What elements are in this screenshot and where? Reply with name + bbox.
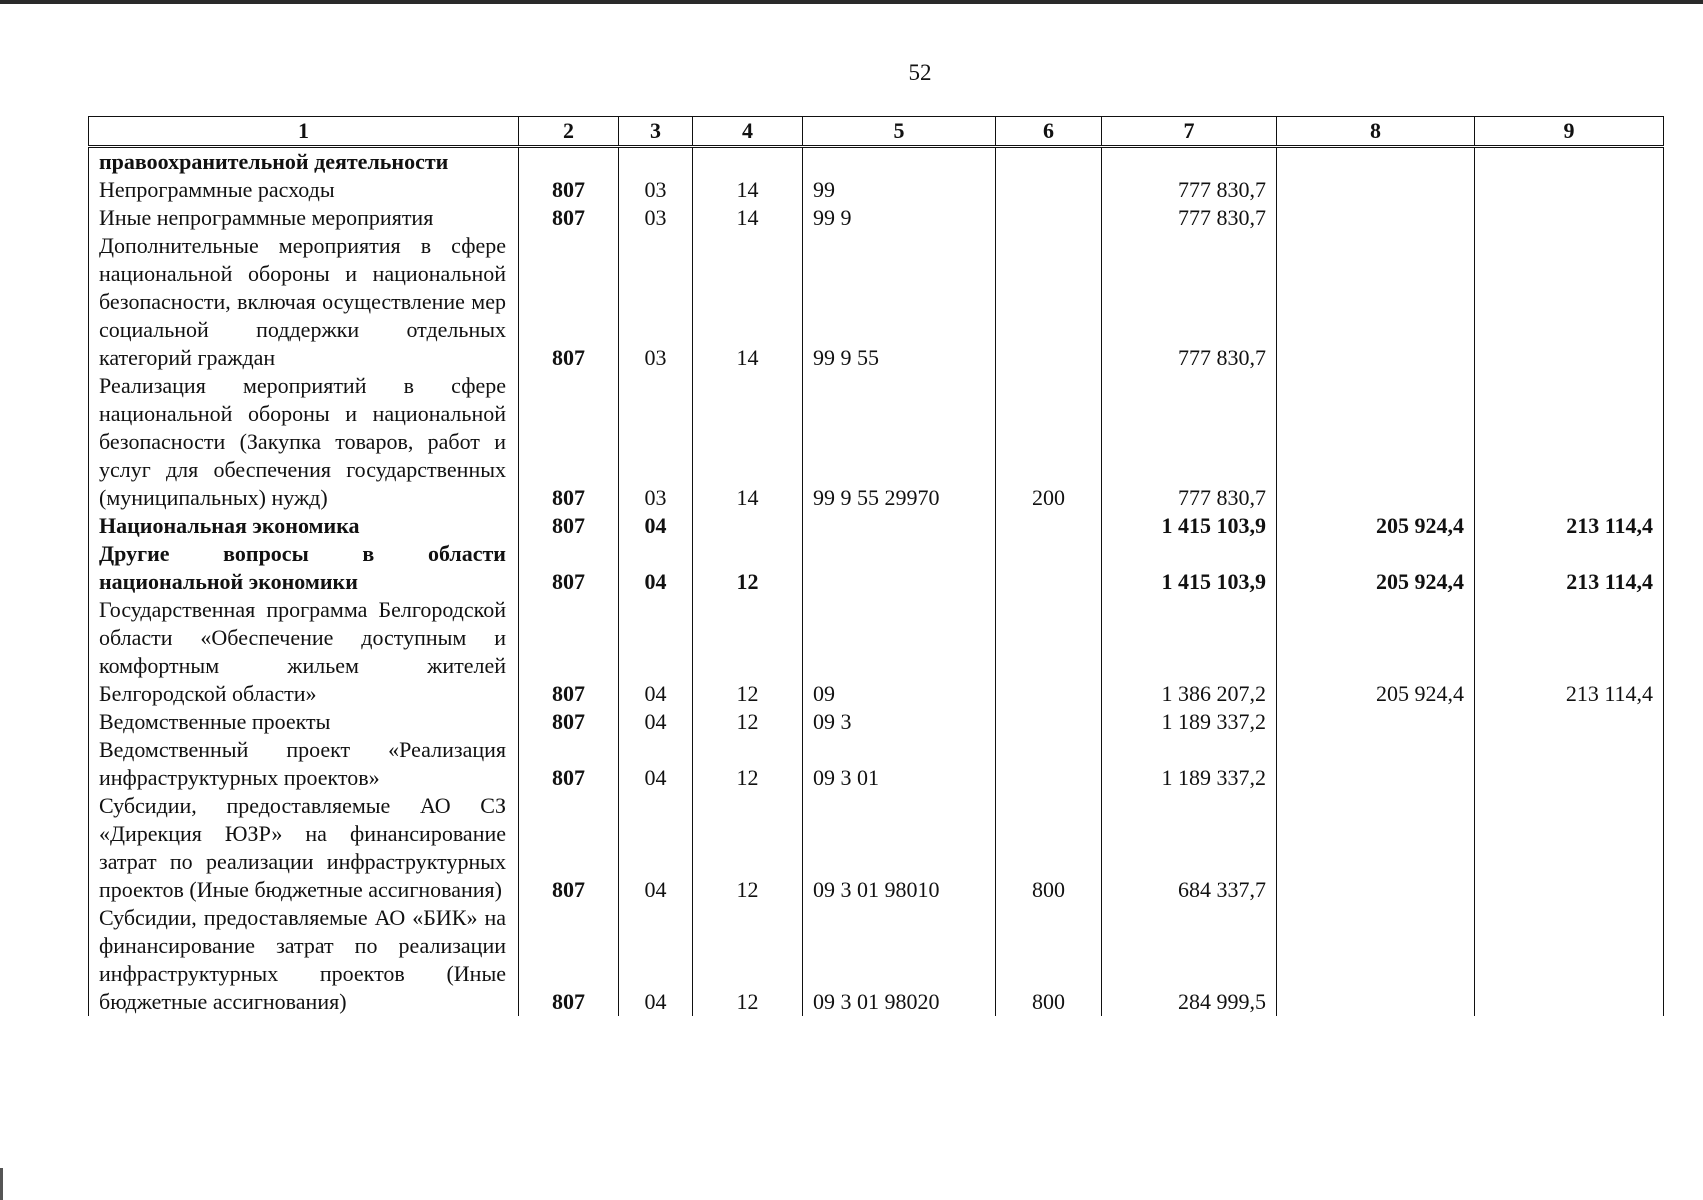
cell-col2: 807 bbox=[519, 596, 619, 708]
cell-col6 bbox=[996, 204, 1102, 232]
cell-col3: 04 bbox=[619, 904, 693, 1016]
cell-col6: 800 bbox=[996, 904, 1102, 1016]
cell-col9: 213 114,4 bbox=[1475, 596, 1664, 708]
row-name: Дополнительные мероприятия в сфере национальной обороны и национальной безопасности, включая осуществление мер социальной поддержки отдельных категорий граждан bbox=[89, 232, 519, 372]
cell-col9 bbox=[1475, 904, 1664, 1016]
cell-col6: 200 bbox=[996, 372, 1102, 512]
cell-col7: 777 830,7 bbox=[1102, 372, 1277, 512]
table-header-row bbox=[89, 117, 1664, 147]
cell-col5: 99 9 55 bbox=[803, 232, 996, 372]
cell-col3: 04 bbox=[619, 540, 693, 596]
header-col-9: 9 bbox=[1475, 117, 1664, 147]
cell-col5: 99 bbox=[803, 176, 996, 204]
table-body bbox=[89, 147, 1664, 1017]
cell-col6 bbox=[996, 232, 1102, 372]
cell-col7: 284 999,5 bbox=[1102, 904, 1277, 1016]
cell-col2: 807 bbox=[519, 540, 619, 596]
cell-col9 bbox=[1475, 736, 1664, 792]
cell-col3: 03 bbox=[619, 204, 693, 232]
cell-col3: 04 bbox=[619, 736, 693, 792]
cell-col9 bbox=[1475, 708, 1664, 736]
row-name: правоохранительной деятельности bbox=[89, 147, 519, 177]
cell-col2: 807 bbox=[519, 736, 619, 792]
header-col-7: 7 bbox=[1102, 117, 1277, 147]
row-name: Ведомственный проект «Реализация инфраструктурных проектов» bbox=[89, 736, 519, 792]
cell-col7: 1 415 103,9 bbox=[1102, 512, 1277, 540]
row-name: Субсидии, предоставляемые АО «БИК» на финансирование затрат по реализации инфраструктурных проектов (Иные бюджетные ассигнования) bbox=[89, 904, 519, 1016]
cell-col7: 1 386 207,2 bbox=[1102, 596, 1277, 708]
cell-col4: 14 bbox=[693, 204, 803, 232]
cell-col9 bbox=[1475, 204, 1664, 232]
cell-col5: 99 9 bbox=[803, 204, 996, 232]
cell-col7: 777 830,7 bbox=[1102, 232, 1277, 372]
table-row bbox=[89, 904, 1664, 1016]
cell-col5 bbox=[803, 540, 996, 596]
cell-col2: 807 bbox=[519, 372, 619, 512]
table-row bbox=[89, 147, 1664, 177]
header-col-4: 4 bbox=[693, 117, 803, 147]
cell-col4: 14 bbox=[693, 372, 803, 512]
table-row bbox=[89, 596, 1664, 708]
header-col-3: 3 bbox=[619, 117, 693, 147]
table-row bbox=[89, 232, 1664, 372]
cell-col5: 09 3 01 bbox=[803, 736, 996, 792]
cell-col9 bbox=[1475, 792, 1664, 904]
cell-col6 bbox=[996, 512, 1102, 540]
cell-col3: 03 bbox=[619, 372, 693, 512]
cell-col9: 213 114,4 bbox=[1475, 512, 1664, 540]
cell-col9: 213 114,4 bbox=[1475, 540, 1664, 596]
cell-col4: 14 bbox=[693, 232, 803, 372]
cell-col8 bbox=[1277, 176, 1475, 204]
cell-col4: 12 bbox=[693, 736, 803, 792]
cell-col6 bbox=[996, 708, 1102, 736]
cell-col5 bbox=[803, 512, 996, 540]
row-name: Субсидии, предоставляемые АО СЗ «Дирекция ЮЗР» на финансирование затрат по реализации инфраструктурных проектов (Иные бюджетные ассигнования) bbox=[89, 792, 519, 904]
cell-col4: 12 bbox=[693, 904, 803, 1016]
cell-col7: 1 415 103,9 bbox=[1102, 540, 1277, 596]
cell-col5: 09 3 bbox=[803, 708, 996, 736]
cell-col2: 807 bbox=[519, 708, 619, 736]
cell-col8: 205 924,4 bbox=[1277, 596, 1475, 708]
cell-col7: 684 337,7 bbox=[1102, 792, 1277, 904]
table-row bbox=[89, 512, 1664, 540]
header-col-5: 5 bbox=[803, 117, 996, 147]
cell-col8 bbox=[1277, 708, 1475, 736]
cell-col3: 04 bbox=[619, 708, 693, 736]
cell-col3: 04 bbox=[619, 792, 693, 904]
cell-col2: 807 bbox=[519, 792, 619, 904]
cell-col8: 205 924,4 bbox=[1277, 540, 1475, 596]
row-name: Непрограммные расходы bbox=[89, 176, 519, 204]
cell-col8 bbox=[1277, 792, 1475, 904]
header-col-2: 2 bbox=[519, 117, 619, 147]
cell-col9 bbox=[1475, 147, 1664, 177]
cell-col2: 807 bbox=[519, 204, 619, 232]
cell-col8 bbox=[1277, 232, 1475, 372]
row-name: Государственная программа Белгородской области «Обеспечение доступным и комфортным жильем жителей Белгородской области» bbox=[89, 596, 519, 708]
cell-col7: 1 189 337,2 bbox=[1102, 736, 1277, 792]
cell-col4: 12 bbox=[693, 596, 803, 708]
cell-col9 bbox=[1475, 176, 1664, 204]
table-row bbox=[89, 204, 1664, 232]
cell-col7: 1 189 337,2 bbox=[1102, 708, 1277, 736]
cell-col5: 09 3 01 98010 bbox=[803, 792, 996, 904]
cell-col6 bbox=[996, 596, 1102, 708]
scan-edge-left bbox=[0, 1168, 3, 1200]
table-row bbox=[89, 708, 1664, 736]
table-row bbox=[89, 792, 1664, 904]
header-col-1: 1 bbox=[89, 117, 519, 147]
header-col-6: 6 bbox=[996, 117, 1102, 147]
cell-col8 bbox=[1277, 147, 1475, 177]
cell-col8 bbox=[1277, 204, 1475, 232]
budget-table bbox=[88, 116, 1664, 1016]
row-name: Национальная экономика bbox=[89, 512, 519, 540]
header-col-8: 8 bbox=[1277, 117, 1475, 147]
cell-col8: 205 924,4 bbox=[1277, 512, 1475, 540]
cell-col7: 777 830,7 bbox=[1102, 204, 1277, 232]
cell-col9 bbox=[1475, 232, 1664, 372]
cell-col2: 807 bbox=[519, 176, 619, 204]
cell-col8 bbox=[1277, 904, 1475, 1016]
cell-col8 bbox=[1277, 372, 1475, 512]
cell-col7 bbox=[1102, 147, 1277, 177]
cell-col4: 14 bbox=[693, 176, 803, 204]
cell-col5: 09 3 01 98020 bbox=[803, 904, 996, 1016]
cell-col4: 12 bbox=[693, 792, 803, 904]
cell-col6 bbox=[996, 540, 1102, 596]
cell-col8 bbox=[1277, 736, 1475, 792]
cell-col3: 04 bbox=[619, 512, 693, 540]
cell-col4: 12 bbox=[693, 708, 803, 736]
cell-col7: 777 830,7 bbox=[1102, 176, 1277, 204]
scan-edge-top bbox=[0, 0, 1703, 4]
row-name: Реализация мероприятий в сфере национальной обороны и национальной безопасности (Закупка товаров, работ и услуг для обеспечения государственных (муниципальных) нужд) bbox=[89, 372, 519, 512]
row-name: Другие вопросы в области национальной экономики bbox=[89, 540, 519, 596]
row-name: Ведомственные проекты bbox=[89, 708, 519, 736]
cell-col4: 12 bbox=[693, 540, 803, 596]
table-row bbox=[89, 372, 1664, 512]
row-name: Иные непрограммные мероприятия bbox=[89, 204, 519, 232]
cell-col9 bbox=[1475, 372, 1664, 512]
table-row bbox=[89, 176, 1664, 204]
cell-col2: 807 bbox=[519, 232, 619, 372]
cell-col6 bbox=[996, 736, 1102, 792]
table-row bbox=[89, 540, 1664, 596]
cell-col4 bbox=[693, 512, 803, 540]
table-row bbox=[89, 736, 1664, 792]
cell-col3: 03 bbox=[619, 232, 693, 372]
cell-col6 bbox=[996, 147, 1102, 177]
cell-col3 bbox=[619, 147, 693, 177]
cell-col6: 800 bbox=[996, 792, 1102, 904]
cell-col6 bbox=[996, 176, 1102, 204]
cell-col4 bbox=[693, 147, 803, 177]
cell-col5: 99 9 55 29970 bbox=[803, 372, 996, 512]
cell-col2 bbox=[519, 147, 619, 177]
cell-col5: 09 bbox=[803, 596, 996, 708]
cell-col2: 807 bbox=[519, 512, 619, 540]
page-number: 52 bbox=[908, 60, 932, 85]
cell-col3: 04 bbox=[619, 596, 693, 708]
cell-col3: 03 bbox=[619, 176, 693, 204]
cell-col2: 807 bbox=[519, 904, 619, 1016]
cell-col5 bbox=[803, 147, 996, 177]
